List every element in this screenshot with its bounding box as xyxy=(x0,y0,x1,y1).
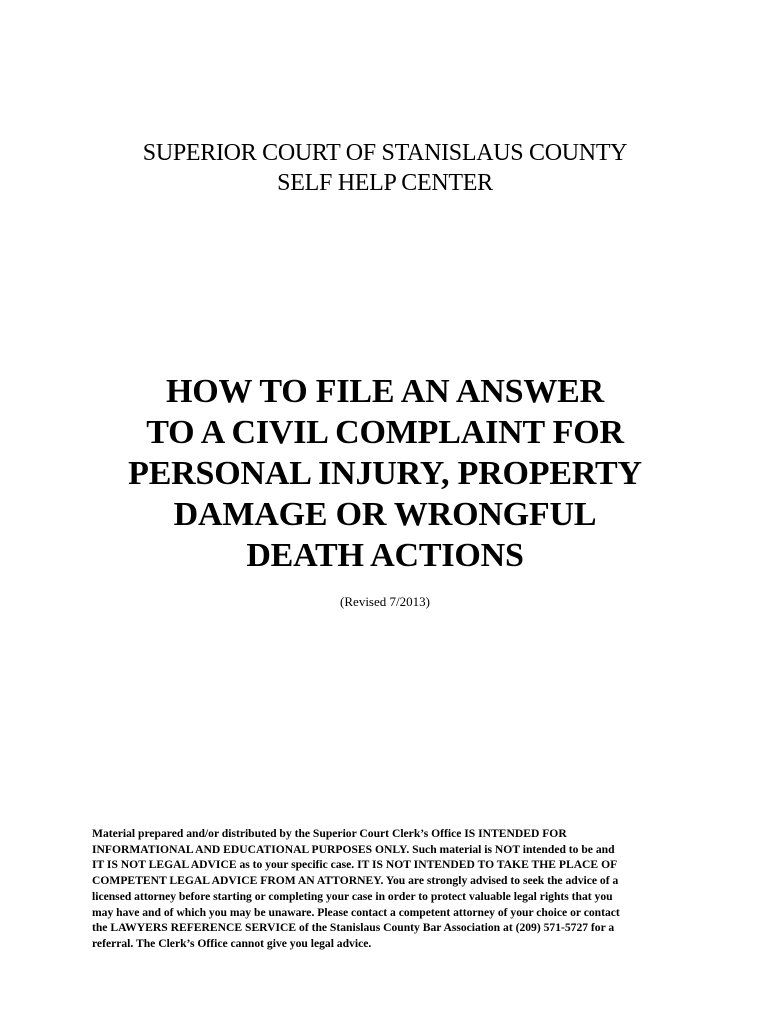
disclaimer-line-4: COMPETENT LEGAL ADVICE FROM AN ATTORNEY. You are strongly advised to seek the advice of a xyxy=(92,874,619,888)
center-name: SELF HELP CENTER xyxy=(277,170,493,196)
revision-date: (Revised 7/2013) xyxy=(340,594,430,609)
title-line-3: PERSONAL INJURY, PROPERTY xyxy=(128,455,642,492)
disclaimer-line-1: Material prepared and/or distributed by the Superior Court Clerk’s Office IS INTENDED FOR xyxy=(92,827,567,840)
court-header xyxy=(0,138,770,198)
disclaimer-line-5: licensed attorney before starting or completing your case in order to protect valuable legal rights that you xyxy=(92,889,613,903)
title-line-4: DAMAGE OR WRONGFUL xyxy=(173,496,597,533)
disclaimer-line-7: the LAWYERS REFERENCE SERVICE of the Stanislaus County Bar Association at (209) 571-5727 for a xyxy=(92,921,615,935)
disclaimer-line-3: IT IS NOT LEGAL ADVICE as to your specific case. IT IS NOT INTENDED TO TAKE THE PLACE OF xyxy=(92,858,618,872)
disclaimer-line-8: referral. The Clerk’s Office cannot give you legal advice. xyxy=(92,936,372,950)
document-title xyxy=(0,371,770,576)
disclaimer-line-2: INFORMATIONAL AND EDUCATIONAL PURPOSES ONLY. Such material is NOT intended to be and xyxy=(92,842,615,856)
court-name: SUPERIOR COURT OF STANISLAUS COUNTY xyxy=(142,140,628,166)
disclaimer-line-6: may have and of which you may be unaware. Please contact a competent attorney of your choice or contact xyxy=(92,905,620,919)
title-line-2: TO A CIVIL COMPLAINT FOR xyxy=(146,414,624,451)
title-line-1: HOW TO FILE AN ANSWER xyxy=(166,373,604,410)
title-line-5: DEATH ACTIONS xyxy=(246,537,524,574)
legal-disclaimer xyxy=(92,826,692,952)
